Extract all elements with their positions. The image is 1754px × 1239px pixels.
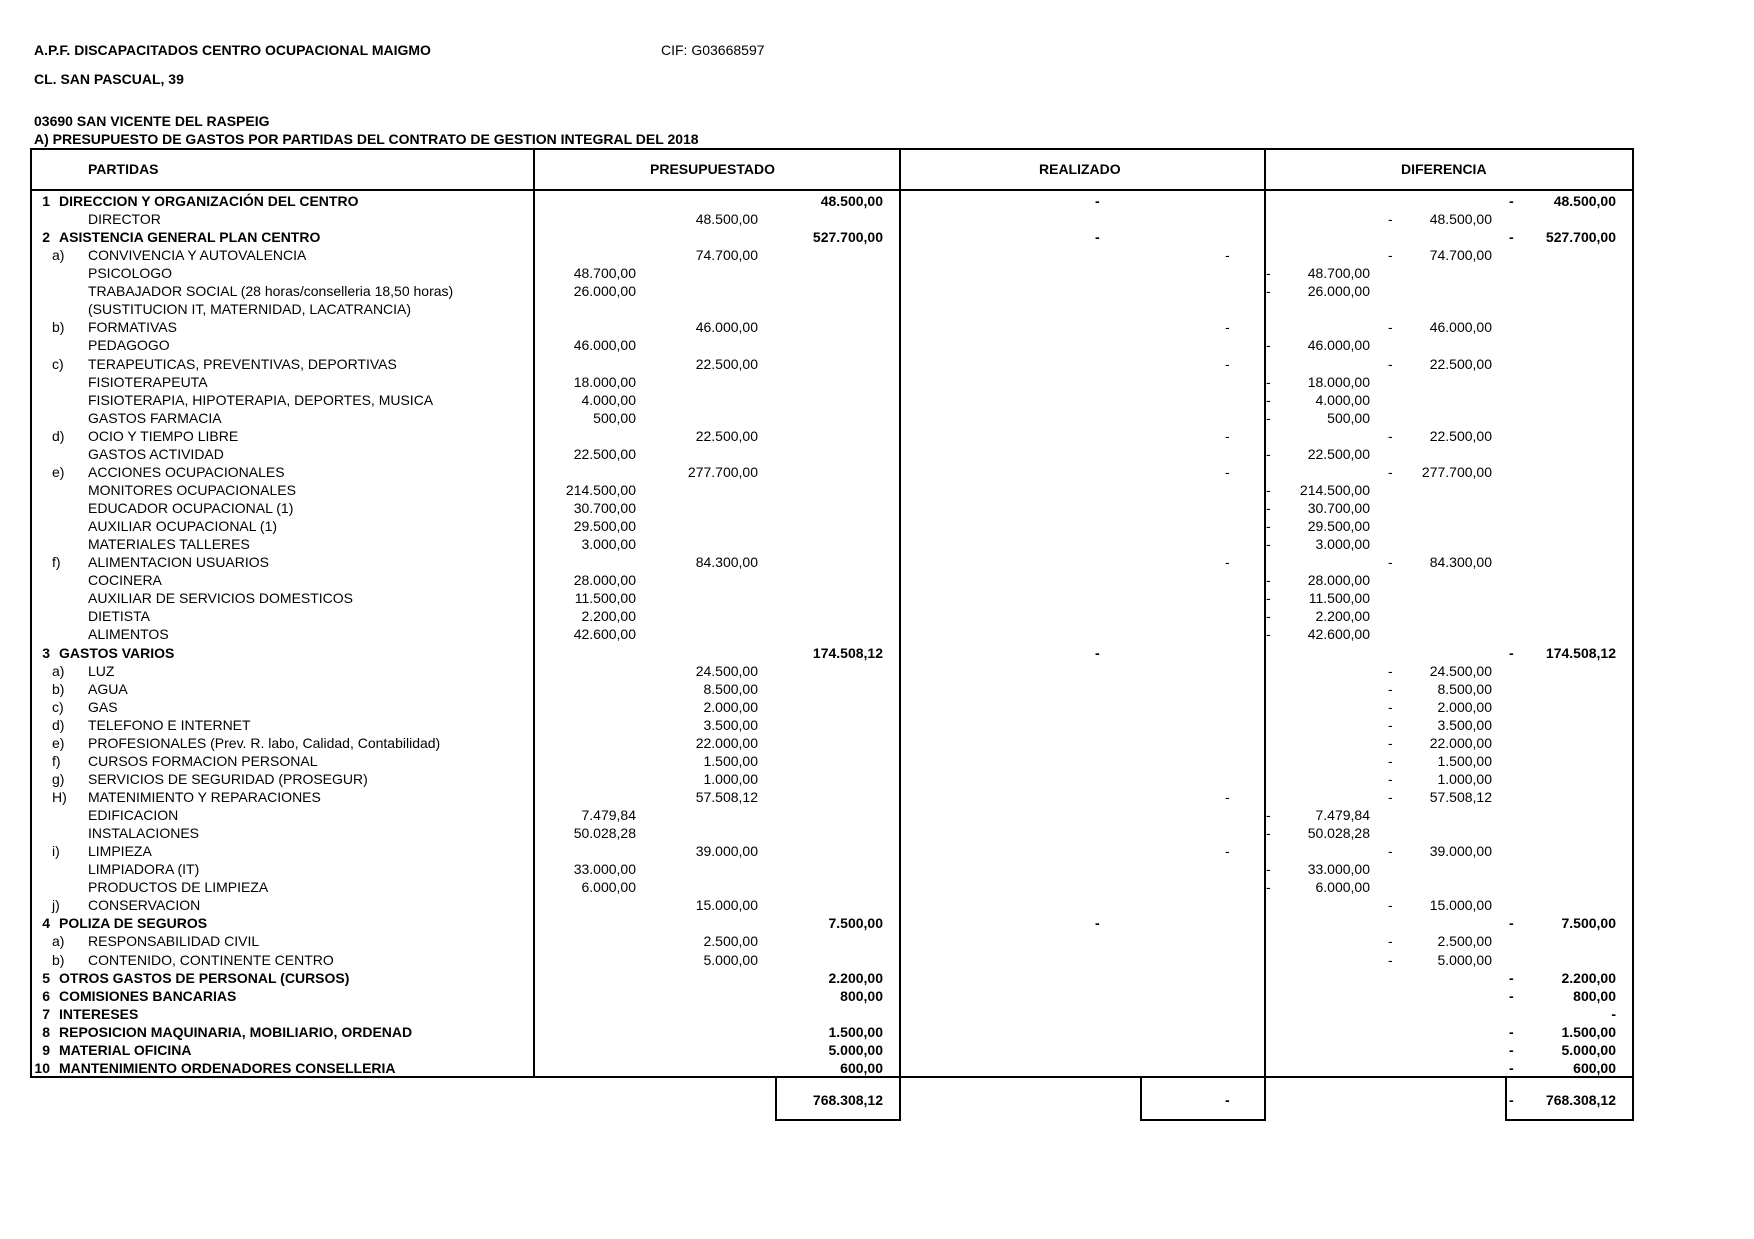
diferencia-sign: - [1266,500,1271,517]
diferencia-partida: 15.000,00 [1429,897,1492,914]
line-item-row [0,336,1754,354]
category-letter: H) [52,788,67,805]
item-label: FISIOTERAPEUTA [88,373,208,390]
line-item-row [0,625,1754,643]
category-row [0,318,1754,336]
item-label: EDUCADOR OCUPACIONAL (1) [88,500,294,517]
category-row [0,951,1754,969]
diferencia-sign: - [1266,391,1271,408]
category-label: CONSERVACION [88,897,201,914]
diferencia-sign: - [1266,825,1271,842]
diferencia-sign: - [1388,463,1393,480]
line-item-row [0,607,1754,625]
diferencia-sign: - [1266,572,1271,589]
presupuestado-subitem: 18.000,00 [573,373,636,390]
cif-number: CIF: G03668597 [661,42,765,58]
section-number: 4 [42,915,50,932]
total-realizado-box [1140,1076,1266,1121]
category-letter: f) [52,752,61,769]
diferencia-sign: - [1388,680,1393,697]
section-number: 6 [42,987,50,1004]
diferencia-sign: - [1266,283,1271,300]
presupuestado-partida: 22.000,00 [695,734,758,751]
item-label: PEDAGOGO [88,337,170,354]
line-item-row [0,571,1754,589]
presupuestado-subitem: 26.000,00 [573,283,636,300]
category-letter: a) [52,662,65,679]
presupuestado-subitem: 50.028,28 [573,825,636,842]
section-number: 2 [42,229,50,246]
diferencia-sign: - [1388,554,1393,571]
category-label: SERVICIOS DE SEGURIDAD (PROSEGUR) [88,770,368,787]
section-number: 3 [42,644,50,661]
category-letter: i) [52,843,60,860]
category-letter: e) [52,734,65,751]
diferencia-sign: - [1388,698,1393,715]
total-diferencia: 768.308,12 [1545,1092,1616,1108]
item-label: (SUSTITUCION IT, MATERNIDAD, LACATRANCIA) [88,301,412,318]
presupuestado-partida: 1.500,00 [703,752,758,769]
line-item-row [0,589,1754,607]
presupuestado-subitem: 3.000,00 [581,536,636,553]
diferencia-partida: 22.500,00 [1429,427,1492,444]
diferencia-total: 1.500,00 [1561,1023,1616,1040]
presupuestado-subitem: 48.700,00 [573,265,636,282]
category-label: AGUA [88,680,128,697]
diferencia-subitem: 30.700,00 [1307,500,1370,517]
diferencia-partida: 24.500,00 [1429,662,1492,679]
diferencia-total: 48.500,00 [1553,193,1616,209]
line-item-row [0,878,1754,896]
realizado-value: - [1225,427,1230,444]
section-label: REPOSICION MAQUINARIA, MOBILIARIO, ORDENAD [59,1023,413,1040]
category-letter: a) [52,933,65,950]
presupuestado-partida: 3.500,00 [703,716,758,733]
presupuestado-partida: 22.500,00 [695,427,758,444]
section-row [0,987,1754,1005]
diferencia-sign: - [1509,229,1514,246]
diferencia-sign: - [1388,355,1393,372]
section-number: 9 [42,1041,50,1058]
category-row [0,427,1754,445]
realizado-value: - [1225,355,1230,372]
diferencia-partida: 8.500,00 [1437,680,1492,697]
presupuestado-subitem: 42.600,00 [573,626,636,643]
section-label: INTERESES [59,1005,139,1022]
item-label: LIMPIADORA (IT) [88,861,200,878]
diferencia-subitem: 6.000,00 [1315,879,1370,896]
category-letter: c) [52,698,64,715]
diferencia-sign: - [1388,662,1393,679]
line-item-row [0,300,1754,318]
line-item-row [0,860,1754,878]
presupuestado-subitem: 30.700,00 [573,500,636,517]
diferencia-sign: - [1388,211,1393,228]
item-label: INSTALACIONES [88,825,199,842]
category-row [0,788,1754,806]
diferencia-subitem: 33.000,00 [1307,861,1370,878]
presupuestado-subitem: 7.479,84 [581,807,636,824]
category-label: PROFESIONALES (Prev. R. labo, Calidad, Contabilidad) [88,734,441,751]
line-item-row [0,806,1754,824]
category-row [0,698,1754,716]
diferencia-sign: - [1388,427,1393,444]
presupuestado-total: 5.000,00 [828,1041,883,1058]
city-line: 03690 SAN VICENTE DEL RASPEIG [34,113,270,129]
presupuestado-partida: 15.000,00 [695,897,758,914]
diferencia-sign: - [1388,843,1393,860]
presupuestado-partida: 2.000,00 [703,698,758,715]
presupuestado-subitem: 500,00 [593,409,636,426]
diferencia-subitem: 29.500,00 [1307,518,1370,535]
diferencia-subitem: 4.000,00 [1315,391,1370,408]
category-letter: b) [52,680,65,697]
presupuestado-subitem: 29.500,00 [573,518,636,535]
section-label: OTROS GASTOS DE PERSONAL (CURSOS) [59,969,350,986]
presupuestado-subitem: 11.500,00 [574,590,636,607]
section-number: 1 [42,193,50,209]
diferencia-total: 800,00 [1573,987,1616,1004]
diferencia-sign: - [1266,445,1271,462]
diferencia-sign: - [1388,716,1393,733]
category-label: TERAPEUTICAS, PREVENTIVAS, DEPORTIVAS [88,355,397,372]
presupuestado-partida: 8.500,00 [703,680,758,697]
realizado-value: - [1095,229,1100,246]
section-row [0,644,1754,662]
diferencia-sign: - [1388,734,1393,751]
line-item-row [0,264,1754,282]
diferencia-sign: - [1388,788,1393,805]
item-label: FISIOTERAPIA, HIPOTERAPIA, DEPORTES, MUSICA [88,391,434,408]
category-label: CONVIVENCIA Y AUTOVALENCIA [88,247,307,264]
category-row [0,355,1754,373]
diferencia-partida: 46.000,00 [1429,319,1492,336]
diferencia-total: 2.200,00 [1561,969,1616,986]
diferencia-sign: - [1388,319,1393,336]
diferencia-sign: - [1388,933,1393,950]
category-label: TELEFONO E INTERNET [88,716,251,733]
presupuestado-subitem: 28.000,00 [573,572,636,589]
total-presupuestado: 768.308,12 [812,1092,883,1108]
section-number: 8 [42,1023,50,1040]
diferencia-partida: 3.500,00 [1437,716,1492,733]
presupuestado-total: 174.508,12 [812,644,883,661]
diferencia-sign: - [1388,951,1393,968]
diferencia-sign: - [1509,644,1514,661]
total-diferencia-dash: - [1509,1092,1514,1108]
presupuestado-total: 7.500,00 [828,915,883,932]
section-row [0,1005,1754,1023]
diferencia-subitem: 214.500,00 [1299,481,1370,498]
diferencia-subitem: 7.479,84 [1315,807,1370,824]
section-row [0,914,1754,932]
item-label: EDIFICACION [88,807,179,824]
line-item-row [0,282,1754,300]
diferencia-partida: 277.700,00 [1421,463,1492,480]
line-item-row [0,391,1754,409]
category-row [0,553,1754,571]
diferencia-sign: - [1266,861,1271,878]
section-row [0,1023,1754,1041]
diferencia-sign: - [1509,1041,1514,1058]
diferencia-partida: 84.300,00 [1429,554,1492,571]
document-title: A) PRESUPUESTO DE GASTOS POR PARTIDAS DEL CONTRATO DE GESTION INTEGRAL DEL 2018 [34,131,699,147]
total-realizado: - [1225,1092,1230,1108]
diferencia-subitem: 28.000,00 [1307,572,1370,589]
category-letter: b) [52,951,65,968]
item-label: PRODUCTOS DE LIMPIEZA [88,879,269,896]
diferencia-sign: - [1266,626,1271,643]
line-item-row [0,824,1754,842]
realizado-value: - [1095,915,1100,932]
diferencia-sign: - [1509,1059,1514,1076]
realizado-value: - [1225,843,1230,860]
presupuestado-subitem: 2.200,00 [581,608,636,625]
item-label: MONITORES OCUPACIONALES [88,481,296,498]
diferencia-partida: 48.500,00 [1429,211,1492,228]
category-row [0,734,1754,752]
diferencia-partida: 2.500,00 [1437,933,1492,950]
diferencia-subitem: 500,00 [1327,409,1370,426]
presupuestado-partida: 84.300,00 [695,554,758,571]
realizado-value: - [1225,319,1230,336]
diferencia-partida: 2.000,00 [1437,698,1492,715]
category-row [0,842,1754,860]
diferencia-subitem: 2.200,00 [1315,608,1370,625]
presupuestado-total: 48.500,00 [820,193,883,209]
presupuestado-total: 2.200,00 [828,969,883,986]
diferencia-sign: - [1266,608,1271,625]
diferencia-total: 7.500,00 [1561,915,1616,932]
section-number: 5 [42,969,50,986]
diferencia-sign: - [1266,518,1271,535]
item-label: AUXILIAR OCUPACIONAL (1) [88,518,278,535]
category-row [0,752,1754,770]
item-label: TRABAJADOR SOCIAL (28 horas/conselleria 18,50 horas) [88,283,454,300]
diferencia-subitem: 48.700,00 [1307,265,1370,282]
diferencia-sign: - [1266,337,1271,354]
diferencia-subitem: 22.500,00 [1307,445,1370,462]
presupuestado-partida: 22.500,00 [695,355,758,372]
item-label: GASTOS FARMACIA [88,409,222,426]
diferencia-sign: - [1388,752,1393,769]
category-label: MATENIMIENTO Y REPARACIONES [88,788,321,805]
diferencia-sign: - [1509,193,1514,209]
diferencia-sign: - [1509,915,1514,932]
line-item-row [0,445,1754,463]
item-label: COCINERA [88,572,162,589]
presupuestado-subitem: 22.500,00 [573,445,636,462]
section-label: ASISTENCIA GENERAL PLAN CENTRO [59,229,321,246]
category-row [0,463,1754,481]
category-label: CONTENIDO, CONTINENTE CENTRO [88,951,334,968]
section-number: 10 [34,1059,50,1076]
section-label: MATERIAL OFICINA [59,1041,192,1058]
diferencia-sign: - [1266,265,1271,282]
diferencia-partida: 22.500,00 [1429,355,1492,372]
diferencia-sign: - [1388,770,1393,787]
line-item-row [0,481,1754,499]
line-item-row [0,210,1754,228]
item-label: GASTOS ACTIVIDAD [88,445,224,462]
category-row [0,246,1754,264]
diferencia-total: 527.700,00 [1545,229,1616,246]
category-letter: c) [52,355,64,372]
diferencia-sign: - [1266,409,1271,426]
diferencia-sign: - [1388,897,1393,914]
presupuestado-partida: 24.500,00 [695,662,758,679]
realizado-value: - [1225,554,1230,571]
category-row [0,680,1754,698]
diferencia-subitem: 26.000,00 [1307,283,1370,300]
diferencia-total: 174.508,12 [1545,644,1616,661]
category-label: FORMATIVAS [88,319,177,336]
category-label: LIMPIEZA [88,843,152,860]
diferencia-partida: 22.000,00 [1429,734,1492,751]
presupuestado-subitem: 4.000,00 [581,391,636,408]
category-letter: b) [52,319,65,336]
category-row [0,896,1754,914]
line-item-row [0,535,1754,553]
realizado-value: - [1225,788,1230,805]
realizado-value: - [1095,644,1100,661]
section-row [0,192,1754,210]
section-number: 7 [42,1005,50,1022]
presupuestado-partida: 277.700,00 [687,463,758,480]
category-label: ACCIONES OCUPACIONALES [88,463,285,480]
presupuestado-subitem: 6.000,00 [581,879,636,896]
item-label: DIRECTOR [88,211,161,228]
category-row [0,716,1754,734]
category-label: CURSOS FORMACION PERSONAL [88,752,318,769]
address-line: CL. SAN PASCUAL, 39 [34,71,184,87]
diferencia-partida: 57.508,12 [1429,788,1492,805]
category-row [0,770,1754,788]
diferencia-partida: 1.500,00 [1437,752,1492,769]
diferencia-subitem: 11.500,00 [1308,590,1370,607]
presupuestado-subitem: 214.500,00 [565,481,636,498]
presupuestado-total: 600,00 [840,1059,883,1076]
presupuestado-total: 800,00 [840,987,883,1004]
column-header-partidas: PARTIDAS [88,161,159,177]
presupuestado-partida: 5.000,00 [703,951,758,968]
item-label: PSICOLOGO [88,265,173,282]
category-label: OCIO Y TIEMPO LIBRE [88,427,239,444]
category-label: GAS [88,698,118,715]
realizado-value: - [1225,463,1230,480]
diferencia-partida: 1.000,00 [1437,770,1492,787]
column-header-diferencia: DIFERENCIA [1401,161,1487,177]
presupuestado-partida: 48.500,00 [695,211,758,228]
category-label: RESPONSABILIDAD CIVIL [88,933,260,950]
section-row [0,1041,1754,1059]
realizado-value: - [1095,193,1100,209]
category-letter: d) [52,427,65,444]
realizado-value: - [1225,247,1230,264]
section-label: DIRECCION Y ORGANIZACIÓN DEL CENTRO [59,193,359,209]
line-item-row [0,373,1754,391]
diferencia-subitem: 3.000,00 [1315,536,1370,553]
presupuestado-partida: 2.500,00 [703,933,758,950]
section-label: MANTENIMIENTO ORDENADORES CONSELLERIA [59,1059,396,1076]
category-row [0,932,1754,950]
diferencia-sign: - [1509,987,1514,1004]
diferencia-sign: - [1509,969,1514,986]
diferencia-total: 5.000,00 [1561,1041,1616,1058]
diferencia-sign: - [1266,481,1271,498]
diferencia-subitem: 50.028,28 [1307,825,1370,842]
item-label: DIETISTA [88,608,150,625]
presupuestado-partida: 46.000,00 [695,319,758,336]
diferencia-partida: 5.000,00 [1437,951,1492,968]
org-name: A.P.F. DISCAPACITADOS CENTRO OCUPACIONAL MAIGMO [34,42,431,58]
category-letter: e) [52,463,65,480]
category-letter: f) [52,554,61,571]
column-header-presupuestado: PRESUPUESTADO [650,161,775,177]
presupuestado-partida: 74.700,00 [695,247,758,264]
diferencia-sign: - [1509,1023,1514,1040]
item-label: AUXILIAR DE SERVICIOS DOMESTICOS [88,590,354,607]
diferencia-subitem: 42.600,00 [1307,626,1370,643]
section-row [0,1059,1754,1077]
diferencia-sign: - [1266,373,1271,390]
diferencia-total: - [1611,1005,1616,1022]
diferencia-sign: - [1266,807,1271,824]
presupuestado-partida: 1.000,00 [703,770,758,787]
category-letter: j) [52,897,60,914]
presupuestado-partida: 39.000,00 [695,843,758,860]
category-row [0,662,1754,680]
item-label: ALIMENTOS [88,626,169,643]
section-row [0,228,1754,246]
diferencia-subitem: 46.000,00 [1307,337,1370,354]
presupuestado-subitem: 46.000,00 [573,337,636,354]
diferencia-sign: - [1266,590,1271,607]
presupuestado-subitem: 33.000,00 [573,861,636,878]
section-label: POLIZA DE SEGUROS [59,915,208,932]
diferencia-sign: - [1388,247,1393,264]
diferencia-partida: 39.000,00 [1429,843,1492,860]
diferencia-total: 600,00 [1573,1059,1616,1076]
section-label: COMISIONES BANCARIAS [59,987,237,1004]
line-item-row [0,409,1754,427]
item-label: MATERIALES TALLERES [88,536,250,553]
presupuestado-total: 527.700,00 [812,229,883,246]
column-header-realizado: REALIZADO [1039,161,1121,177]
diferencia-partida: 74.700,00 [1429,247,1492,264]
category-label: LUZ [88,662,115,679]
category-label: ALIMENTACION USUARIOS [88,554,269,571]
category-letter: a) [52,247,65,264]
section-label: GASTOS VARIOS [59,644,175,661]
line-item-row [0,499,1754,517]
category-letter: g) [52,770,65,787]
presupuestado-total: 1.500,00 [828,1023,883,1040]
category-letter: d) [52,716,65,733]
diferencia-subitem: 18.000,00 [1307,373,1370,390]
section-row [0,969,1754,987]
presupuestado-partida: 57.508,12 [695,788,758,805]
diferencia-sign: - [1266,879,1271,896]
diferencia-sign: - [1266,536,1271,553]
line-item-row [0,517,1754,535]
